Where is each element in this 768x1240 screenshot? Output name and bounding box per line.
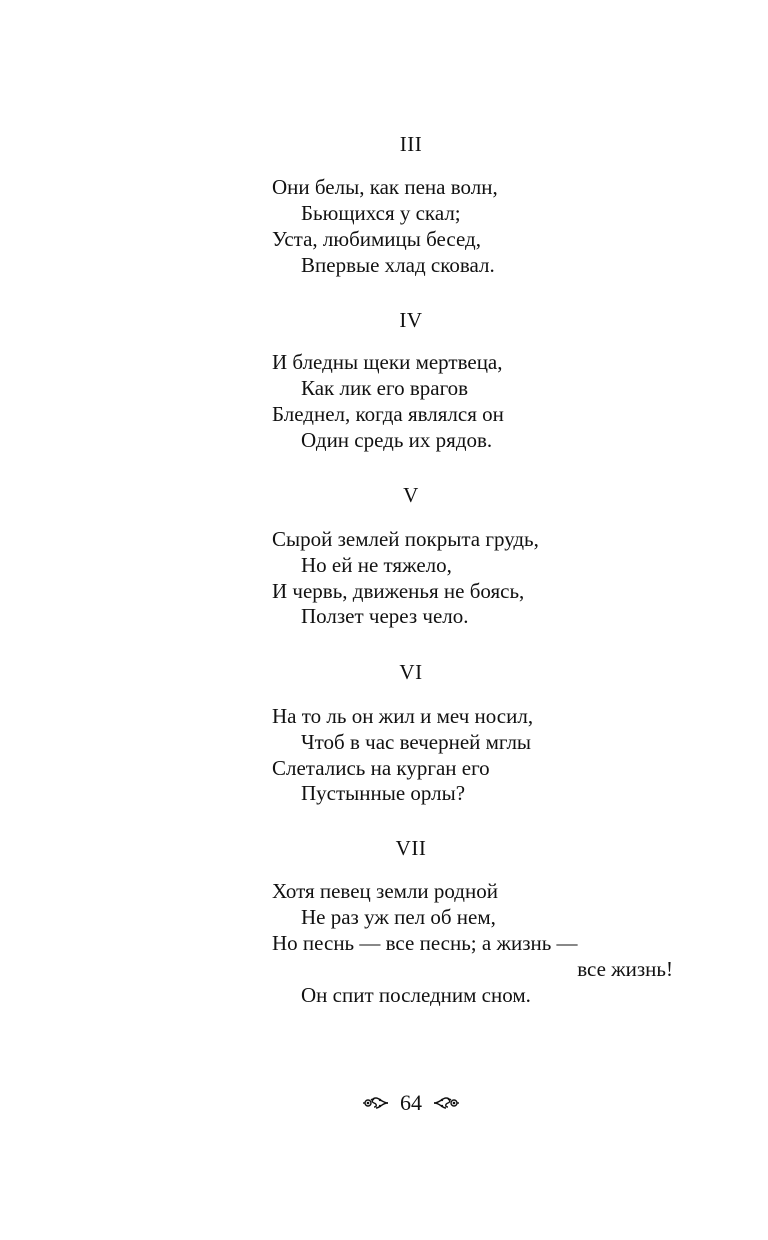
- stanza-numeral: IV: [399, 308, 423, 332]
- verse-line: И червь, движенья не боясь,: [272, 579, 525, 603]
- verse-line: Хотя певец земли родной: [272, 879, 498, 903]
- verse-line: На то ль он жил и меч носил,: [272, 704, 534, 728]
- stanza-numeral: VII: [395, 836, 427, 860]
- verse-line: Как лик его врагов: [301, 376, 469, 400]
- verse-line: Слетались на курган его: [272, 756, 490, 780]
- verse-line: Бледнел, когда являлся он: [272, 402, 504, 426]
- verse-line: Он спит последним сном.: [301, 983, 531, 1007]
- verse-line: Они белы, как пена волн,: [272, 175, 498, 199]
- fleuron-left-icon: [362, 1094, 390, 1112]
- verse-line-continuation: все жизнь!: [577, 957, 673, 981]
- verse-line: Один средь их рядов.: [301, 428, 493, 452]
- verse-line: Но песнь — все песнь; а жизнь —: [272, 931, 578, 955]
- verse-line: Не раз уж пел об нем,: [301, 905, 496, 929]
- verse-line: Пустынные орлы?: [301, 781, 466, 805]
- verse-line: Впервые хлад сковал.: [301, 253, 495, 277]
- stanza-numeral: III: [399, 132, 423, 156]
- verse-line: Ползет через чело.: [301, 604, 469, 628]
- verse-line: Уста, любимицы бесед,: [272, 227, 481, 251]
- fleuron-right-icon: [432, 1094, 460, 1112]
- verse-line: И бледны щеки мертвеца,: [272, 350, 503, 374]
- verse-line: Но ей не тяжело,: [301, 553, 452, 577]
- verse-line: Бьющихся у скал;: [301, 201, 461, 225]
- stanza-numeral: VI: [399, 660, 423, 684]
- verse-line: Сырой землей покрыта грудь,: [272, 527, 539, 551]
- verse-line: Чтоб в час вечерней мглы: [301, 730, 532, 754]
- stanza-numeral: V: [403, 483, 419, 507]
- page-number: 64: [400, 1090, 422, 1115]
- page-footer: [0, 1088, 768, 1118]
